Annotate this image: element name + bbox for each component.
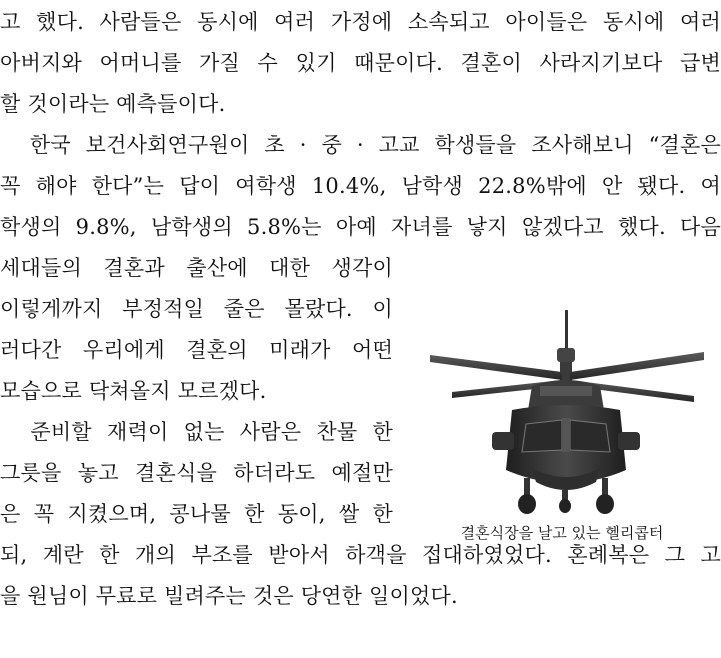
text-line-11: 준비할 재력이 없는 사람은 찬물 한 <box>0 420 393 444</box>
text-line-13: 은 꼭 지켰으며, 콩나물 한 동이, 쌀 한 <box>0 502 393 526</box>
text-line-4: 한국 보건사회연구원이 초 · 중 · 고교 학생들을 조사해보니 “결혼은 <box>0 133 721 157</box>
text-line-5: 꼭 해야 한다”는 답이 여학생 10.4%, 남학생 22.8%밖에 안 됐다. 여 <box>0 174 721 198</box>
text-line-2: 아버지와 어머니를 가질 수 있기 때문이다. 결혼이 사라지기보다 급변 <box>0 51 721 75</box>
helicopter-icon <box>412 300 712 520</box>
text-line-1: 고 했다. 사람들은 동시에 여러 가정에 소속되고 아이들은 동시에 여러 <box>0 10 721 34</box>
text-line-12: 그릇을 놓고 결혼식을 하더라도 예절만 <box>0 461 393 485</box>
text-line-3: 할 것이라는 예측들이다. <box>0 92 226 116</box>
text-line-10: 모습으로 닥쳐올지 모르겠다. <box>0 379 267 403</box>
text-line-15: 을 원님이 무료로 빌려주는 것은 당연한 일이었다. <box>0 584 458 608</box>
text-line-7: 세대들의 결혼과 출산에 대한 생각이 <box>0 256 393 280</box>
text-line-9: 러다간 우리에게 결혼의 미래가 어떤 <box>0 338 393 362</box>
text-line-8: 이렇게까지 부정적일 줄은 몰랐다. 이 <box>0 297 393 321</box>
text-line-14: 되, 계란 한 개의 부조를 받아서 하객을 접대하였었다. 혼례복은 그 고 <box>0 543 721 567</box>
text-line-6: 학생의 9.8%, 남학생의 5.8%는 아예 자녀를 낳지 않겠다고 했다. 다음 <box>0 215 721 239</box>
figure-caption: 결혼식장을 날고 있는 헬리콥터 <box>460 524 664 542</box>
